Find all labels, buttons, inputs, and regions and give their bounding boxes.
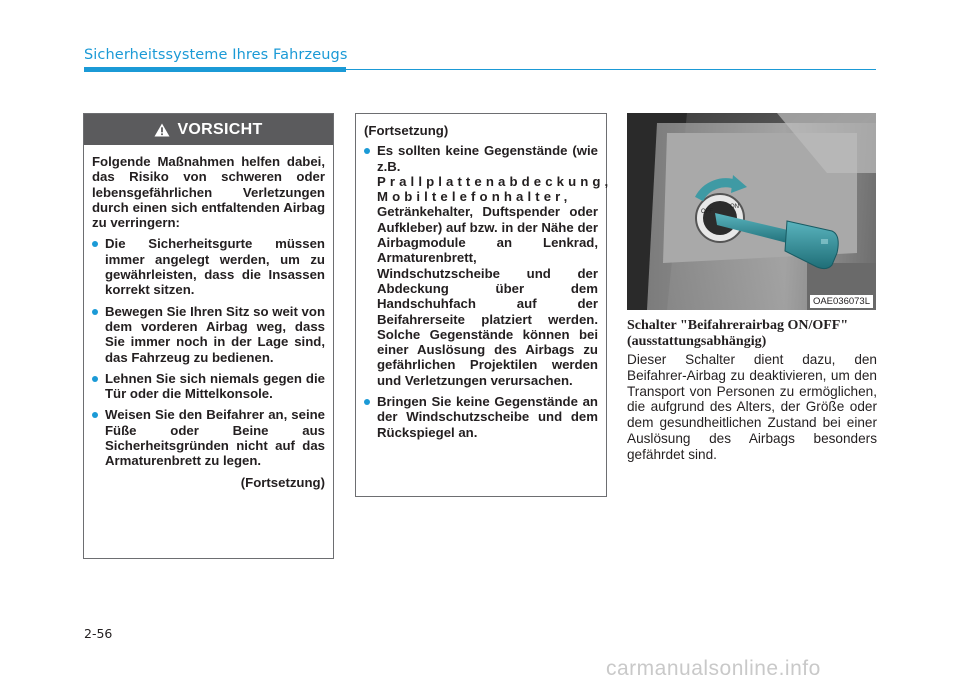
caution-header xyxy=(84,114,333,145)
continued-note: (Fortsetzung) xyxy=(240,474,325,490)
figure-code: OAE036073L xyxy=(810,295,873,308)
header-accent-bar xyxy=(84,67,346,72)
list-item xyxy=(92,407,325,468)
list-item-text: Bewegen Sie Ihren Sitz so weit von dem vorderen Airbag weg, dass Sie immer noch in der Lage sind, das Fahrzeug zu bedienen. xyxy=(105,303,325,365)
bullet-icon xyxy=(92,376,98,382)
airbag-switch-photo xyxy=(627,113,876,310)
list-item-text-spaced: Prallplattenabdeckung, xyxy=(377,173,613,189)
section-header-title: Sicherheitssysteme Ihres Fahrzeugs xyxy=(84,47,348,63)
list-item xyxy=(92,304,325,365)
continued-note-top: (Fortsetzung) xyxy=(364,123,449,138)
list-item xyxy=(364,394,598,440)
list-item xyxy=(92,371,325,402)
list-item-text: Lehnen Sie sich niemals gegen die Tür oder die Mittelkonsole. xyxy=(105,370,325,402)
list-item xyxy=(364,143,613,388)
list-item-text: Bringen Sie keine Gegenstände an der Windschutzscheibe und dem Rückspiegel an. xyxy=(377,394,598,440)
header-rule xyxy=(346,69,876,70)
page-number: 2-56 xyxy=(84,626,113,641)
bullet-icon xyxy=(364,148,370,154)
warning-triangle-icon xyxy=(154,123,170,137)
list-item-text: Weisen Sie den Beifahrer an, seine Füße oder Beine aus Sicherheitsgründen nicht auf das Armaturenbrett zu legen. xyxy=(105,407,325,469)
list-item-text-spaced: Mobiltelefonhalter, xyxy=(377,189,572,205)
section-body: Dieser Schalter dient dazu, den Beifahrer-Airbag zu deaktivieren, um den Transport von Personen zu ermöglichen, die aufgrund des Alters, der Größe oder dem gesundheitlichen Zustand bei einer Auslösung des Airbags besonders gefährdet sind. xyxy=(627,352,877,462)
caution-intro: Folgende Maßnahmen helfen dabei, das Risiko von schweren oder lebensgefährlichen Verletzungen durch einen sich entfaltenden Airbag zu verringern: xyxy=(92,154,325,231)
bullet-icon xyxy=(364,399,370,405)
caution-label: VORSICHT xyxy=(177,120,263,138)
list-item xyxy=(92,236,325,297)
section-title: Schalter "Beifahrerairbag ON/OFF" (ausstattungsabhängig) xyxy=(627,318,849,349)
list-item-text: Es sollten keine Gegenstände (wie z.B. xyxy=(377,143,598,174)
list-item-text: Die Sicherheitsgurte müssen immer angelegt werden, um zu gewährleisten, dass die Insassen korrekt sitzen. xyxy=(105,236,325,298)
airbag-switch-illustration xyxy=(627,113,876,310)
continued-list xyxy=(364,143,613,440)
bullet-icon xyxy=(92,241,98,247)
switch-label-on: ON xyxy=(730,204,739,210)
caution-box xyxy=(83,113,334,559)
caution-list xyxy=(92,236,325,468)
watermark: carmanualsonline.info xyxy=(606,657,821,680)
switch-label-off: OFF xyxy=(701,209,713,215)
continued-box xyxy=(355,113,613,497)
bullet-icon xyxy=(92,309,98,315)
bullet-icon xyxy=(92,412,98,418)
list-item-text: Getränkehalter, Duftspender oder Aufkleber) auf bzw. in der Nähe der Airbagmodule an Lenkrad, Armaturenbrett, Windschutzscheibe und der Abdeckung über dem Handschuhfach auf der Beifahrerseite platziert werden. Solche Gegenstände können bei einer Auslösung des Airbags zu gefährlichen Projektilen werden und Verletzungen verursachen. xyxy=(377,204,598,388)
